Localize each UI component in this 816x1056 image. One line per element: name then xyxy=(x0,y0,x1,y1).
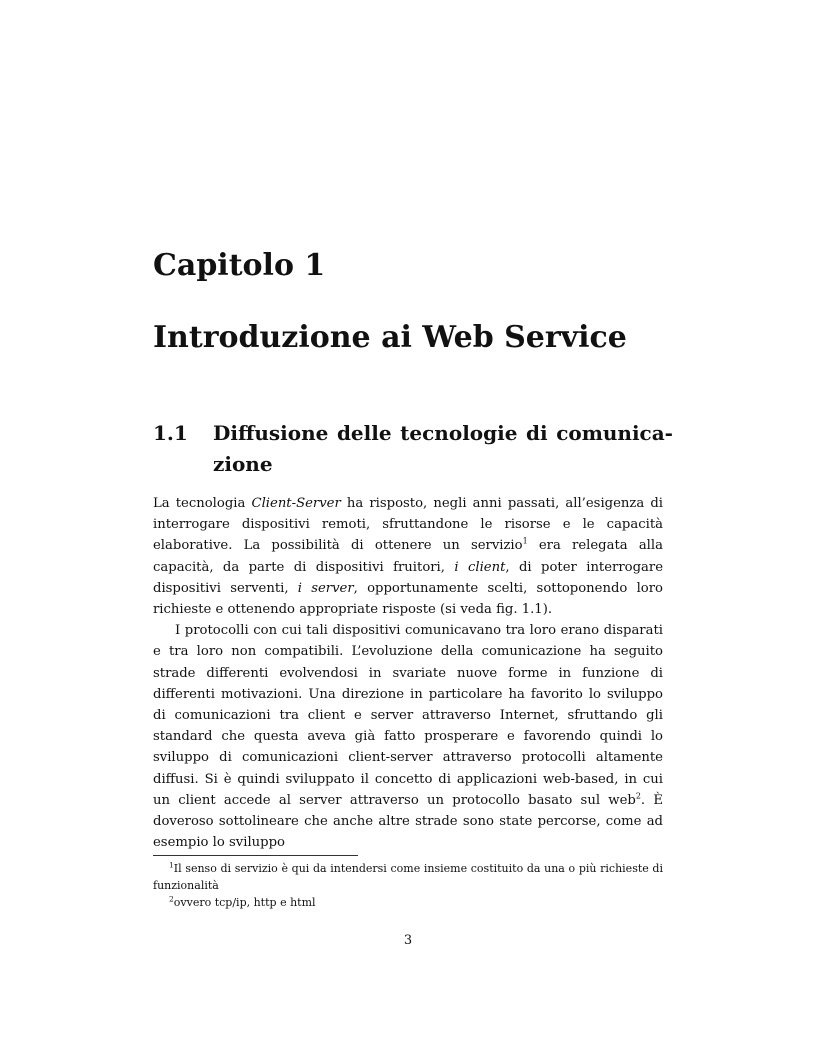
chapter-label: Capitolo 1 xyxy=(153,248,326,283)
text-run: . È doveroso sottolineare che anche altre strade sono state percorse, come ad esempio lo sviluppo xyxy=(153,792,663,851)
footnote-2 xyxy=(153,894,663,911)
text-run: I protocolli con cui tali dispositivi comunicavano tra loro erano disparati e tra loro non compatibili. L’evoluzione della comunicazione ha seguito strade differenti evolvendosi in svariate nuove forme in funzione di differenti motivazioni. Una direzione in particolare ha favorito lo sviluppo di comunicazioni tra client e server attraverso Internet, sfruttando gli standard che questa aveva già fatto prosperare e favorendo quindi lo sviluppo di comunicazioni client-server attraverso protocolli altamente diffusi. Si è quindi sviluppato il concetto di applicazioni web-based, in cui un client accede al server attraverso un protocollo basato sul web xyxy=(153,623,663,808)
footnote-mark: 1 xyxy=(169,860,174,870)
footnote-separator xyxy=(153,855,358,856)
text-run: era relegata alla capacità, da parte di dispositivi fruitori, xyxy=(153,538,663,575)
footnote-mark: 2 xyxy=(169,894,174,904)
paragraph-1 xyxy=(153,493,663,620)
footnote-1 xyxy=(153,860,663,894)
emphasis-i-server: i server xyxy=(297,580,354,596)
emphasis-client-server: Client-Server xyxy=(251,496,341,511)
chapter-title: Introduzione ai Web Service xyxy=(153,320,627,355)
footnote-ref-1[interactable]: 1 xyxy=(522,537,528,547)
footnote-text: Il senso di servizio è qui da intendersi come insieme costituito da una o più richieste di funzionalità xyxy=(153,862,663,892)
emphasis-i-client: i client xyxy=(454,559,506,575)
paragraph-2 xyxy=(153,620,663,853)
body-text xyxy=(153,493,663,853)
footnotes xyxy=(153,860,663,911)
text-run: ha risposto, negli anni passati, all’esigenza di interrogare dispositivi remoti, sfruttandone le risorse e le capacità elaborative. La possibilità di ottenere un servizio xyxy=(153,496,664,554)
text-run: La tecnologia xyxy=(153,496,252,511)
footnote-ref-2[interactable]: 2 xyxy=(635,791,641,801)
section-heading xyxy=(153,418,673,480)
section-number: 1.1 xyxy=(153,421,188,445)
page-number: 3 xyxy=(403,933,413,948)
section-title: Diffusione delle tecnologie di comunica-zione xyxy=(213,421,673,476)
footnote-text: ovvero tcp/ip, http e html xyxy=(173,896,316,909)
text-run: , opportunamente scelti, sottoponendo loro richieste e ottenendo appropriate risposte (si veda fig. 1.1). xyxy=(153,580,663,618)
text-run: , di poter interrogare dispositivi serventi, xyxy=(153,559,663,596)
